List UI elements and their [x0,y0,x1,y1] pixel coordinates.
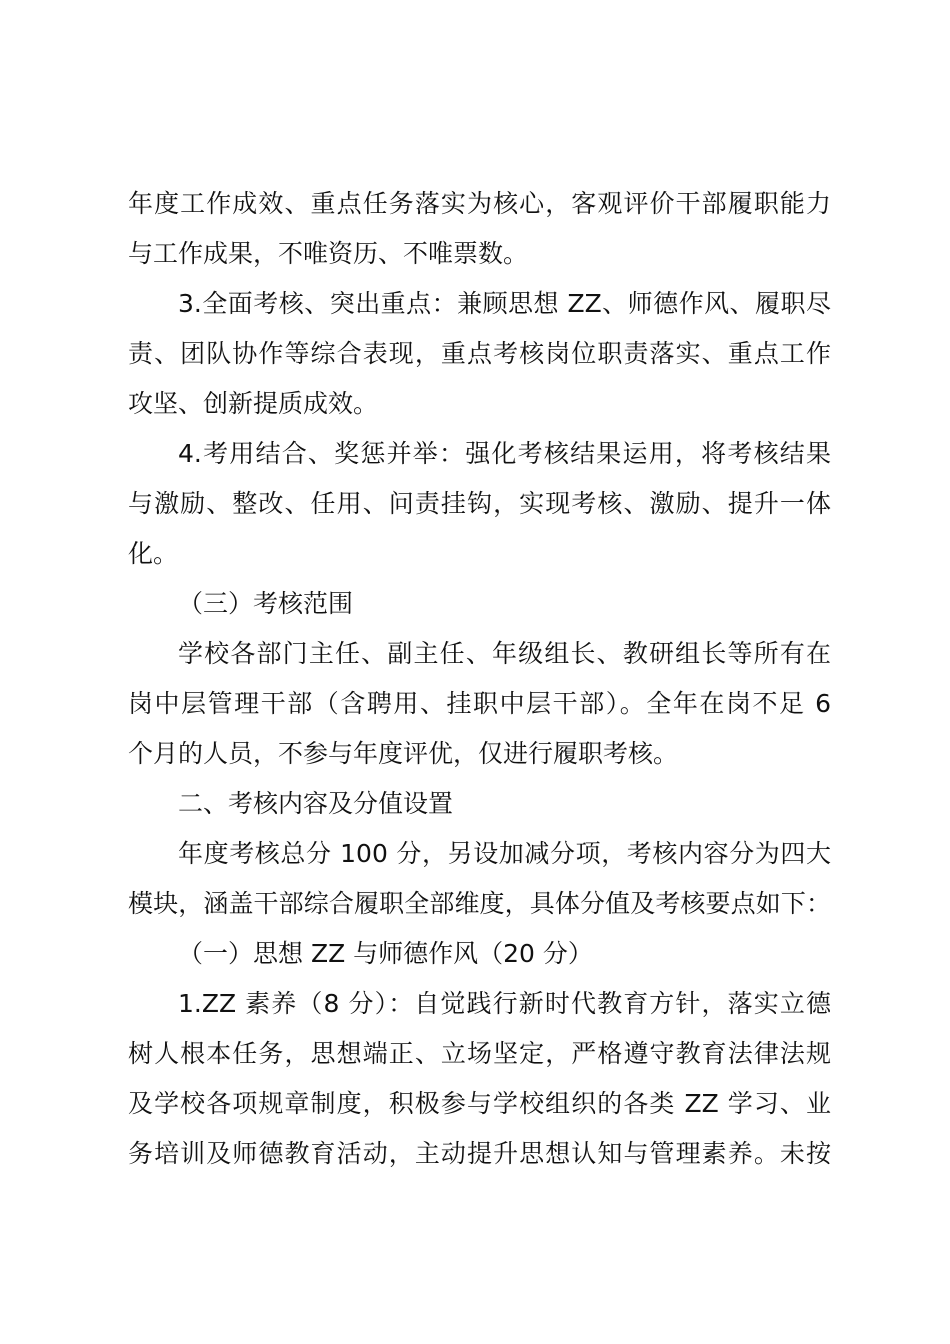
text-line: 化。 [128,539,179,568]
section-heading: （三）考核范围 [178,589,354,618]
text-line: 树人根本任务，思想端正、立场坚定，严格遵守教育法律法规 [128,1039,831,1068]
text-line: 模块，涵盖干部综合履职全部维度，具体分值及考核要点如下： [128,889,831,918]
text-line: 务培训及师德教育活动，主动提升思想认知与管理素养。未按 [128,1139,831,1168]
text-line: 与激励、整改、任用、问责挂钩，实现考核、激励、提升一体 [128,489,831,518]
text-line: 个月的人员，不参与年度评优，仅进行履职考核。 [128,739,679,768]
text-line: 与工作成果，不唯资历、不唯票数。 [128,239,529,268]
text-line: 3.全面考核、突出重点：兼顾思想 ZZ、师德作风、履职尽 [178,289,831,318]
text-line: 4.考用结合、奖惩并举：强化考核结果运用，将考核结果 [178,439,831,468]
text-line: 责、团队协作等综合表现，重点考核岗位职责落实、重点工作 [128,339,831,368]
text-line: 年度考核总分 100 分，另设加减分项，考核内容分为四大 [178,839,831,868]
text-line: 1.ZZ 素养（8 分）：自觉践行新时代教育方针，落实立德 [178,989,831,1018]
text-line: 学校各部门主任、副主任、年级组长、教研组长等所有在 [178,639,831,668]
text-line: 及学校各项规章制度，积极参与学校组织的各类 ZZ 学习、业 [128,1089,831,1118]
section-heading: （一）思想 ZZ 与师德作风（20 分） [178,939,593,968]
text-line: 岗中层管理干部（含聘用、挂职中层干部）。全年在岗不足 6 [128,689,831,718]
text-line: 年度工作成效、重点任务落实为核心，客观评价干部履职能力 [128,189,831,218]
text-line: 攻坚、创新提质成效。 [128,389,379,418]
section-heading: 二、考核内容及分值设置 [178,789,454,818]
